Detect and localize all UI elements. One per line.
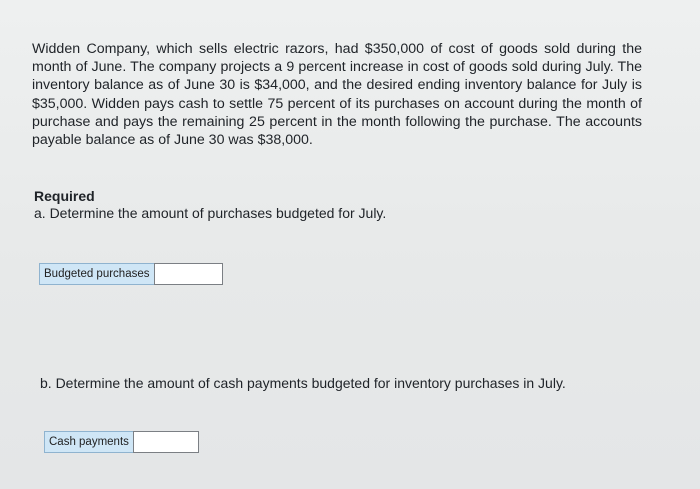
question-a: a. Determine the amount of purchases budgeted for July. xyxy=(34,205,387,221)
budgeted-purchases-row xyxy=(39,263,223,285)
cash-payments-label: Cash payments xyxy=(44,431,133,453)
budgeted-purchases-label: Budgeted purchases xyxy=(39,263,154,285)
required-heading: Required xyxy=(34,188,95,204)
problem-statement: Widden Company, which sells electric razors, had $350,000 of cost of goods sold during the month of June. The company projects a 9 percent increase in cost of goods sold during July. The inventory balance as of June 30 is $34,000, and the desired ending inventory balance for July is $35,000. Widden pays cash to settle 75 percent of its purchases on account during the month of purchase and pays the remaining 25 percent in the month following the purchase. The accounts payable balance as of June 30 was $38,000. xyxy=(32,41,642,149)
question-b: b. Determine the amount of cash payments budgeted for inventory purchases in July. xyxy=(40,375,566,391)
cash-payments-row xyxy=(44,431,199,453)
cash-payments-input[interactable] xyxy=(133,431,199,453)
budgeted-purchases-input[interactable] xyxy=(154,263,223,285)
